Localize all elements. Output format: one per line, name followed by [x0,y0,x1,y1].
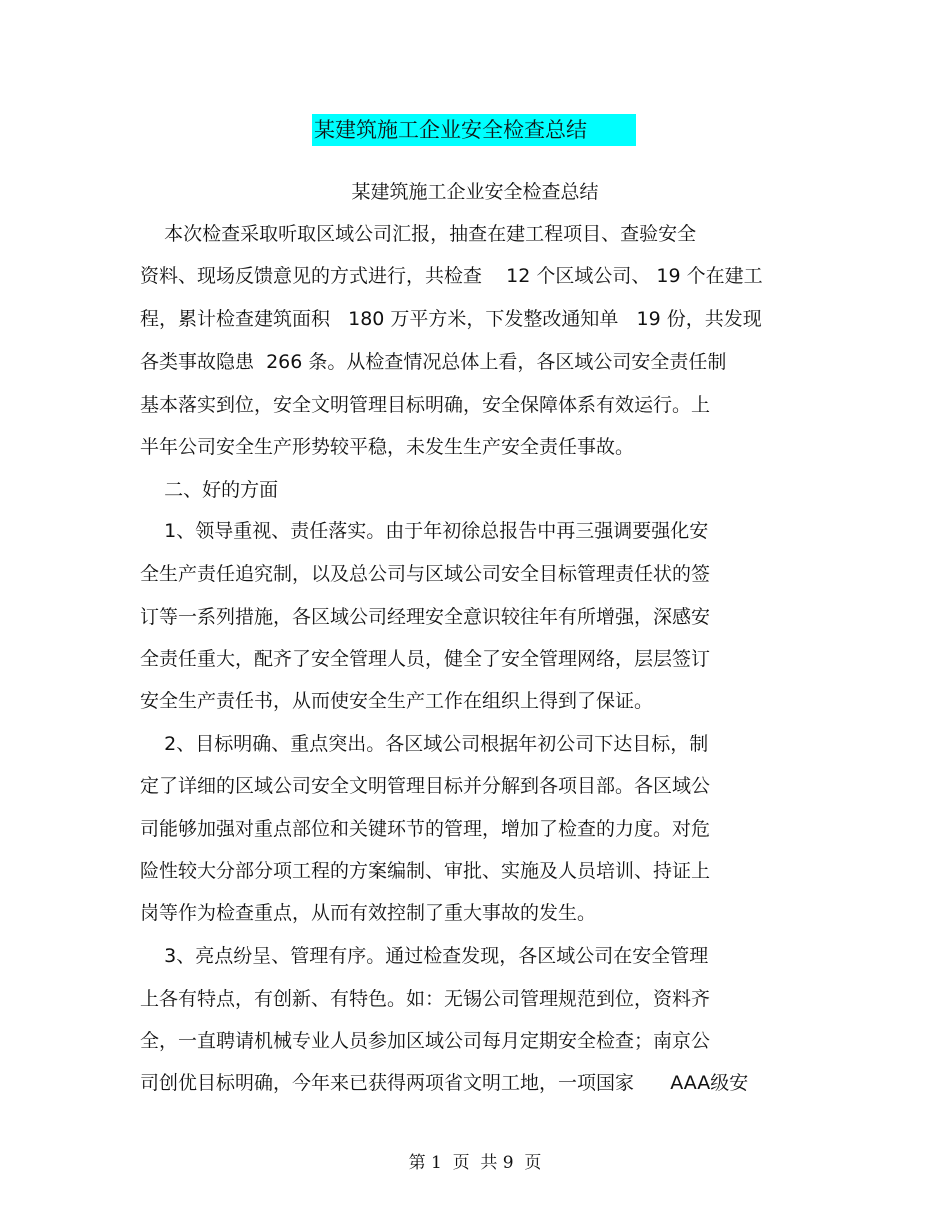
page-indicator: 第 1 页 共 9 页 [408,1153,542,1173]
body-line: 全，一直聘请机械专业人员参加区域公司每月定期安全检查；南京公 [140,1030,711,1052]
body-line: 各类事故隐患 266 条。从检查情况总体上看，各区域公司安全责任制 [140,351,727,373]
section-heading: 二、好的方面 [140,479,279,501]
body-line: 基本落实到位，安全文明管理目标明确，安全保障体系有效运行。上 [140,394,711,416]
body-line: 半年公司安全生产形势较平稳，未发生生产安全责任事故。 [140,436,635,458]
highlighted-title: 某建筑施工企业安全检查总结 [312,114,636,146]
document-title: 某建筑施工企业安全检查总结 [351,181,599,203]
body-line: 全责任重大，配齐了安全管理人员，健全了安全管理网络，层层签订 [140,648,711,670]
body-line: 订等一系列措施，各区域公司经理安全意识较往年有所增强，深感安 [140,606,711,628]
body-line: 3、亮点纷呈、管理有序。通过检查发现，各区域公司在安全管理 [140,945,709,967]
body-line: 2、目标明确、重点突出。各区域公司根据年初公司下达目标，制 [140,733,709,755]
body-line: 全生产责任追究制，以及总公司与区域公司安全目标管理责任状的签 [140,563,711,585]
body-line: 上各有特点，有创新、有特色。如：无锡公司管理规范到位，资料齐 [140,988,711,1010]
body-line: 定了详细的区域公司安全文明管理目标并分解到各项目部。各区域公 [140,775,711,797]
body-line: 险性较大分部分项工程的方案编制、审批、实施及人员培训、持证上 [140,860,711,882]
body-line: 本次检查采取听取区域公司汇报，抽查在建工程项目、查验安全 [140,223,697,245]
body-line: 程，累计检查建筑面积 180 万平方米，下发整改通知单 19 份，共发现 [140,308,762,330]
body-line: 司创优目标明确，今年来已获得两项省文明工地，一项国家 AAA级安 [140,1072,749,1094]
body-line: 1、领导重视、责任落实。由于年初徐总报告中再三强调要强化安 [140,520,709,542]
body-line: 资料、现场反馈意见的方式进行，共检查 12 个区域公司、 19 个在建工 [140,265,763,287]
body-line: 安全生产责任书，从而使安全生产工作在组织上得到了保证。 [140,690,654,712]
body-line: 司能够加强对重点部位和关键环节的管理，增加了检查的力度。对危 [140,818,711,840]
body-line: 岗等作为检查重点，从而有效控制了重大事故的发生。 [140,902,597,924]
